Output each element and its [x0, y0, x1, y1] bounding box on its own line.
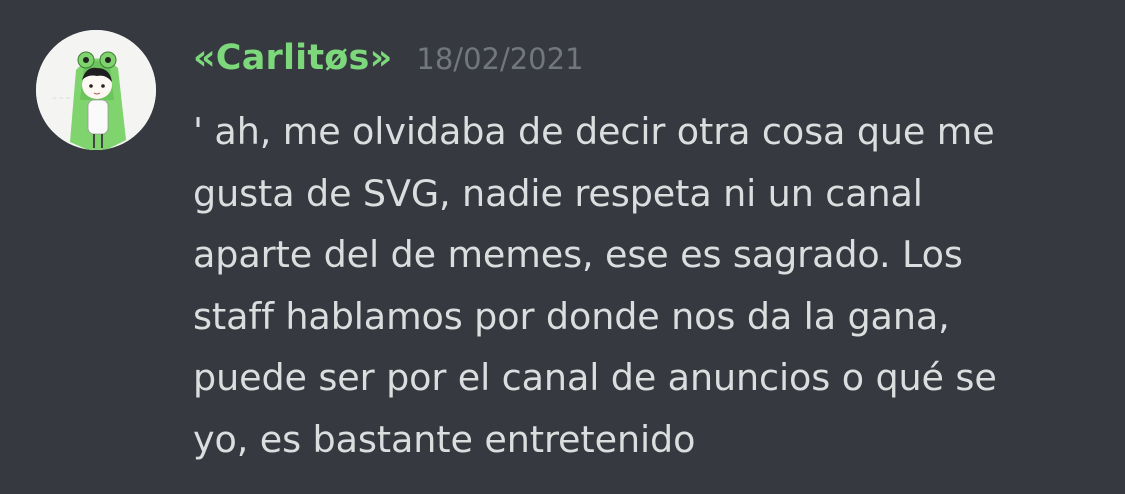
message-content	[193, 101, 1093, 470]
message-line: ' ah, me olvidaba de decir otra cosa que me	[193, 110, 995, 153]
message-line: gusta de SVG, nadie respeta ni un canal	[193, 171, 923, 215]
message-line: aparte del de memes, ese es sagrado. Los	[193, 233, 963, 276]
message-line: yo, es bastante entretenido	[193, 417, 696, 461]
timestamp: 18/02/2021	[416, 42, 584, 76]
message-header	[193, 38, 584, 94]
avatar-watermark: ~ ~ ~	[52, 95, 71, 102]
avatar[interactable]	[36, 30, 156, 150]
username[interactable]: «Carlitøs»	[193, 38, 393, 78]
message-line: staff hablamos por donde nos da la gana,	[193, 294, 950, 338]
message-line: puede ser por el canal de anuncios o qué se	[193, 356, 997, 399]
avatar-illustration	[36, 30, 156, 150]
